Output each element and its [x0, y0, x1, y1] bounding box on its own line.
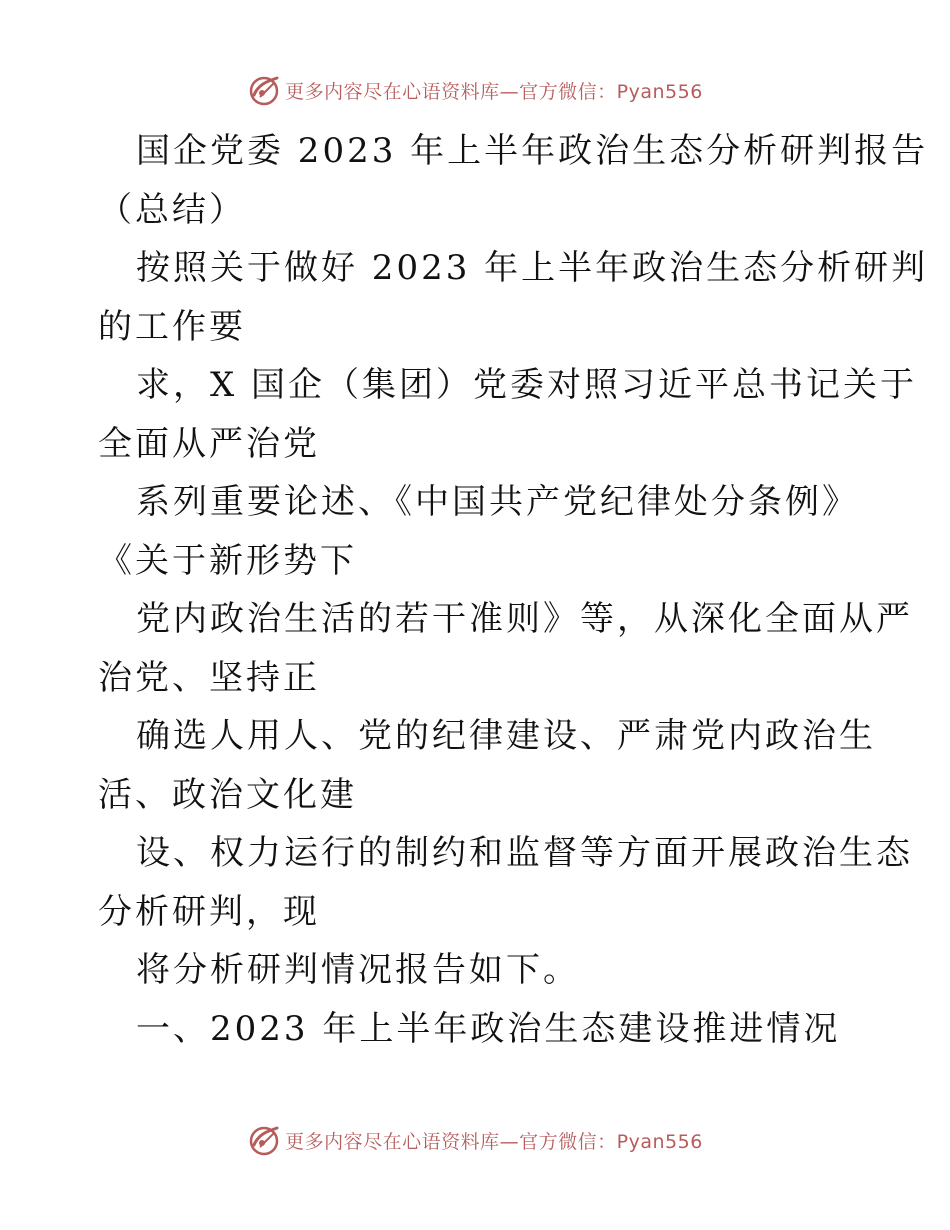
logo-icon [247, 73, 281, 107]
text-line: 治党、坚持正 [98, 657, 320, 698]
document-body [98, 122, 929, 1058]
footer-watermark-banner [0, 1120, 950, 1160]
text-line: 的工作要 [98, 306, 246, 347]
section-heading: 一、2023 年上半年政治生态建设推进情况 [136, 1008, 841, 1049]
text-line: 设、权力运行的制约和监督等方面开展政治生态 [136, 833, 913, 873]
text-line: 确选人用人、党的纪律建设、严肃党内政治生 [136, 716, 876, 756]
document-title-continued: （总结） [98, 189, 246, 230]
text-line: 党内政治生活的若干准则》等，从深化全面从严 [136, 599, 913, 639]
text-line: 全面从严治党 [98, 423, 320, 464]
text-line: 分析研判，现 [98, 891, 320, 932]
document-title: 国企党委 2023 年上半年政治生态分析研判报告 [136, 131, 929, 171]
text-line: 活、政治文化建 [98, 774, 357, 815]
watermark-text: 更多内容尽在心语资料库—官方微信：Pyan556 [285, 80, 703, 103]
text-line: 系列重要论述、《中国共产党纪律处分条例》 [136, 482, 859, 522]
text-line: 求，X 国企（集团）党委对照习近平总书记关于 [136, 365, 918, 405]
logo-icon [247, 1123, 281, 1157]
header-watermark-banner [0, 70, 950, 110]
text-line: 按照关于做好 2023 年上半年政治生态分析研判 [136, 248, 929, 288]
text-line: 《关于新形势下 [98, 540, 357, 581]
text-line: 将分析研判情况报告如下。 [136, 950, 580, 990]
watermark-text: 更多内容尽在心语资料库—官方微信：Pyan556 [285, 1130, 703, 1153]
